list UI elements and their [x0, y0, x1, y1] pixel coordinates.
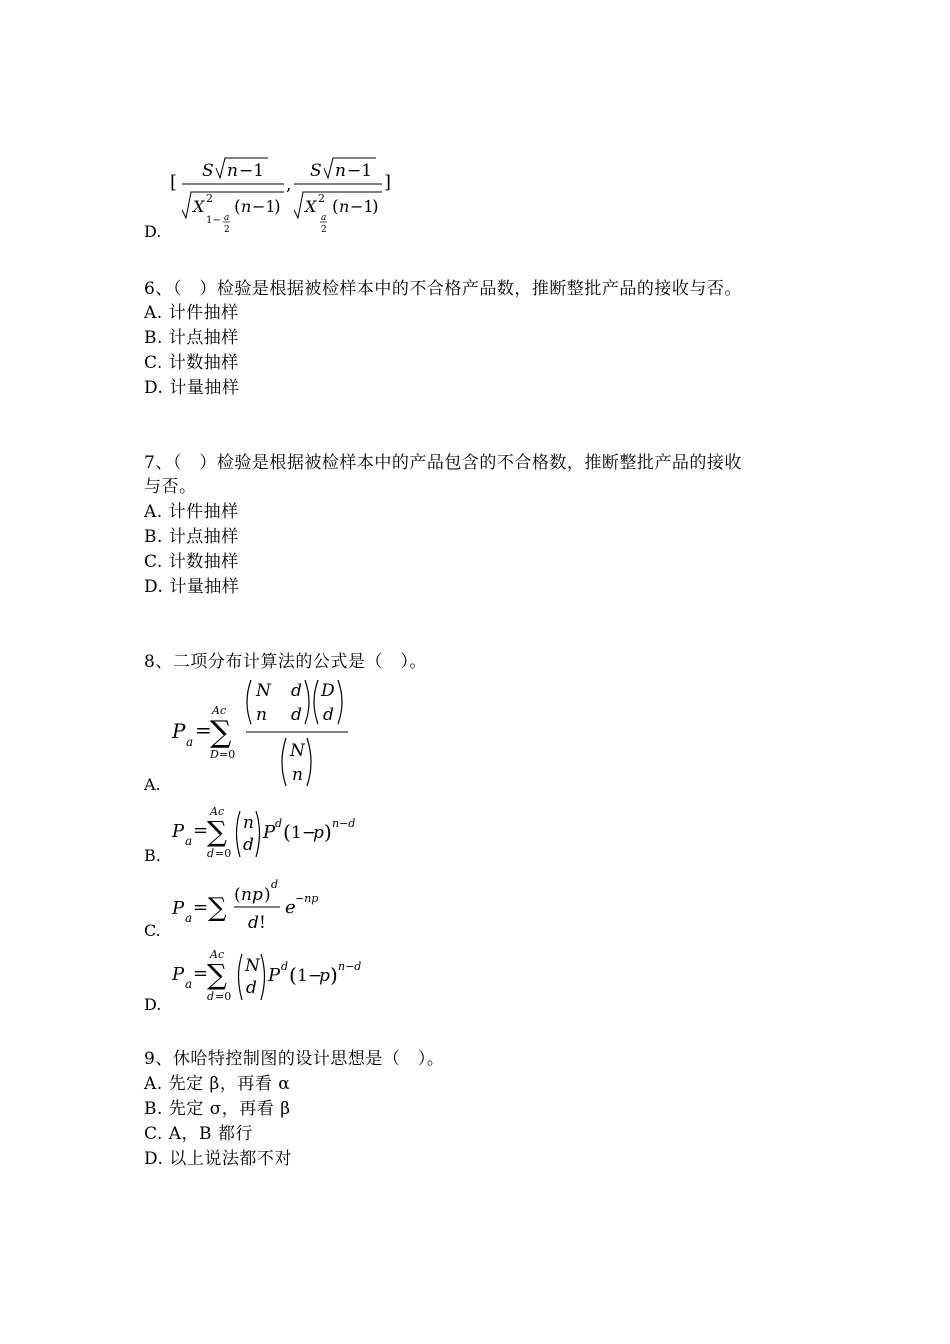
svg-text:2: 2 [206, 192, 213, 205]
q7-option-c: C. 计数抽样 [144, 552, 239, 572]
svg-text:=: = [193, 963, 209, 984]
svg-text:(: ( [283, 820, 291, 844]
svg-text:S: S [310, 161, 322, 181]
q8-option-c-label: C. [144, 921, 161, 940]
q6-stem: 6、（ ）检验是根据被检样本中的不合格产品数，推断整批产品的接收与否。 [144, 279, 742, 299]
svg-text:np: np [241, 885, 263, 905]
svg-text:p: p [313, 823, 324, 843]
svg-text:): ) [274, 197, 281, 217]
svg-text:2: 2 [321, 225, 327, 235]
svg-text:∑: ∑ [207, 815, 227, 848]
q6-option-a: A. 计件抽样 [144, 303, 239, 323]
svg-text:∑: ∑ [210, 715, 232, 750]
svg-text:=: = [193, 897, 209, 918]
q8-stem: 8、二项分布计算法的公式是（ ）。 [144, 652, 427, 672]
svg-text:−1: −1 [347, 161, 373, 181]
q6-option-c: C. 计数抽样 [144, 353, 239, 373]
q7-option-a: A. 计件抽样 [144, 502, 239, 522]
svg-text:): ) [324, 820, 332, 844]
svg-text:−1: −1 [252, 197, 276, 216]
svg-text:d: d [281, 960, 289, 973]
q8-option-a-label: A. [144, 775, 161, 794]
q9-option-c: C. A，B 都行 [144, 1124, 253, 1144]
svg-text:n: n [256, 705, 267, 725]
svg-text:!: ! [259, 913, 266, 933]
q7-option-d: D. 计量抽样 [144, 577, 240, 597]
svg-text:n: n [339, 197, 350, 216]
q8-option-b-label: B. [144, 846, 161, 865]
svg-text:1−: 1− [206, 215, 221, 226]
svg-text:P: P [268, 965, 281, 986]
svg-text:N: N [290, 741, 305, 761]
svg-text:): ) [264, 885, 271, 905]
svg-text:(: ( [332, 197, 339, 217]
svg-text:a: a [224, 213, 230, 223]
q8-option-a-formula [172, 676, 362, 794]
svg-text:Ac: Ac [212, 704, 227, 717]
q8-option-d-formula [172, 946, 382, 1006]
q7-stem-line2: 与否。 [144, 477, 197, 497]
svg-text:e: e [285, 897, 296, 918]
svg-text:n−d: n−d [332, 817, 356, 830]
svg-text:P: P [172, 821, 185, 842]
svg-text:2: 2 [224, 225, 230, 235]
svg-text:−1: −1 [350, 197, 374, 216]
svg-text:N: N [245, 956, 260, 976]
q8-option-d-label: D. [144, 995, 162, 1014]
svg-text:P: P [172, 898, 185, 919]
svg-text:d: d [323, 705, 334, 725]
svg-text:X: X [305, 197, 317, 216]
svg-text:P: P [172, 964, 185, 985]
svg-text:2: 2 [318, 192, 325, 205]
svg-text:a: a [185, 977, 193, 991]
svg-text:n: n [292, 765, 303, 785]
q6-option-d: D. 计量抽样 [144, 378, 240, 398]
svg-text:n: n [241, 197, 252, 216]
q5-option-d-formula [170, 152, 400, 242]
q9-option-b: B. 先定 σ，再看 β [144, 1099, 291, 1119]
svg-text:d: d [246, 978, 257, 998]
svg-text:X: X [193, 197, 205, 216]
svg-text:S: S [202, 161, 214, 181]
svg-text:−np: −np [295, 892, 319, 905]
svg-text:−1: −1 [239, 161, 265, 181]
svg-text:=: = [195, 718, 212, 742]
q9-option-a: A. 先定 β，再看 α [144, 1074, 291, 1094]
svg-text:=: = [193, 820, 209, 841]
svg-text:d: d [243, 835, 254, 855]
q8-option-b-formula [172, 803, 372, 863]
q9-stem: 9、休哈特控制图的设计思想是（ ）。 [144, 1049, 445, 1069]
svg-text:): ) [372, 197, 379, 217]
q9-option-d: D. 以上说法都不对 [144, 1149, 292, 1169]
svg-text:=0: =0 [215, 990, 232, 1003]
svg-text:Ac: Ac [210, 948, 225, 961]
svg-text:d: d [207, 990, 215, 1003]
svg-text:=0: =0 [219, 748, 236, 761]
svg-text:p: p [319, 966, 330, 986]
svg-text:N: N [256, 681, 271, 701]
svg-text:): ) [330, 963, 338, 987]
svg-text:a: a [185, 911, 193, 925]
svg-text:]: ] [384, 172, 392, 193]
svg-text:D: D [210, 748, 219, 761]
svg-text:n: n [243, 813, 254, 833]
svg-text:d: d [291, 681, 302, 701]
svg-text:P: P [263, 822, 276, 843]
svg-text:n−d: n−d [338, 960, 362, 973]
q5-option-d-label: D. [144, 222, 162, 241]
q6-option-b: B. 计点抽样 [144, 328, 239, 348]
svg-text:D: D [321, 681, 335, 701]
svg-text:a: a [321, 213, 327, 223]
svg-text:(: ( [234, 197, 241, 217]
svg-text:∑: ∑ [207, 958, 227, 991]
q8-option-c-formula [172, 876, 342, 936]
svg-text:a: a [186, 735, 194, 749]
svg-text:,: , [286, 175, 292, 195]
svg-text:∑: ∑ [208, 893, 227, 923]
q7-stem-line1: 7、（ ）检验是根据被检样本中的产品包含的不合格数，推断整批产品的接收 [144, 453, 742, 473]
svg-text:Ac: Ac [210, 805, 225, 818]
svg-text:a: a [185, 834, 193, 848]
svg-text:d: d [271, 878, 279, 891]
svg-text:n: n [335, 161, 346, 181]
svg-text:P: P [172, 719, 186, 743]
svg-text:=0: =0 [215, 847, 232, 860]
q7-option-b: B. 计点抽样 [144, 527, 239, 547]
svg-text:1−: 1− [291, 823, 317, 843]
svg-text:d: d [248, 913, 259, 933]
svg-text:d: d [275, 817, 283, 830]
svg-text:d: d [207, 847, 215, 860]
svg-text:(: ( [289, 963, 297, 987]
svg-text:d: d [291, 705, 302, 725]
svg-text:[: [ [170, 172, 178, 193]
svg-text:(: ( [234, 885, 241, 905]
svg-text:1−: 1− [297, 966, 323, 986]
svg-text:n: n [227, 161, 238, 181]
